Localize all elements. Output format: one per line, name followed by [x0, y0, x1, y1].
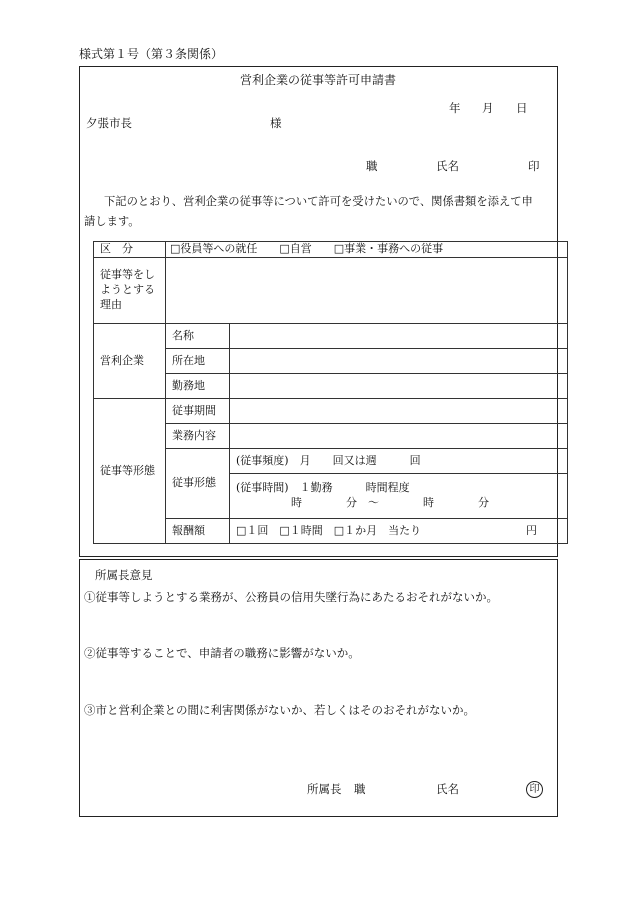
form-number: 様式第１号（第３条関係） [79, 47, 224, 61]
signature-head-label: 所属長 [307, 782, 342, 796]
form-title: 営利企業の従事等許可申請書 [240, 73, 397, 87]
pay-field[interactable] [230, 519, 568, 544]
engagement-label: 従事等形態 [94, 399, 166, 544]
addressee-honorific: 様 [270, 116, 282, 130]
reason-field[interactable] [166, 258, 568, 324]
pay-unit: 円 [526, 523, 537, 537]
applicant-name-label: 氏名 [436, 159, 459, 173]
period-label: 従事期間 [166, 399, 230, 424]
date-month-label: 月 [482, 101, 494, 115]
company-name-label: 名称 [166, 324, 230, 349]
form-type-label: 従事形態 [166, 449, 230, 519]
opinion-item-1: ①従事等しようとする業務が、公務員の信用失墜行為にあたるおそれがないか。 [84, 590, 498, 604]
content-label: 業務内容 [166, 424, 230, 449]
applicant-position-label: 職 [366, 159, 378, 173]
company-workplace-label: 勤務地 [166, 374, 230, 399]
frequency-field[interactable]: (従事頻度) 月 回又は週 回 [230, 449, 568, 474]
category-label: 区 分 [94, 242, 166, 258]
opinion-item-2: ②従事等することで、申請者の職務に影響がないか。 [84, 646, 360, 660]
hours-field[interactable] [230, 474, 568, 519]
company-label: 営利企業 [94, 324, 166, 399]
statement-line-1: 下記のとおり、営利企業の従事等について許可を受けたいので、関係書類を添えて申 [104, 195, 533, 208]
reason-label-line-1: 従事等をし [100, 268, 155, 281]
applicant-seal-label: 印 [528, 159, 540, 173]
signature-name-label: 氏名 [436, 782, 459, 796]
opinion-heading: 所属長意見 [95, 568, 153, 582]
opinion-item-3: ③市と営利企業との間に利害関係がないか、若しくはそのおそれがないか。 [84, 703, 475, 717]
company-name-field[interactable] [230, 324, 568, 349]
reason-label [94, 258, 166, 324]
statement-line-2: 請します。 [84, 215, 140, 228]
reason-label-line-3: 理由 [100, 297, 122, 311]
period-field[interactable] [230, 399, 568, 424]
signature-seal-icon [526, 781, 543, 798]
date-day-label: 日 [516, 101, 528, 115]
category-options[interactable]: □役員等への就任 □自営 □事業・事務への従事 [166, 242, 568, 258]
hours-line-2: 時 分 ～ 時 分 [291, 496, 489, 509]
signature-seal-label: 印 [526, 781, 543, 798]
signature-position-label: 職 [354, 782, 366, 796]
hours-line-1: (従事時間) １勤務 時間程度 [236, 481, 410, 495]
addressee-name: 夕張市長 [86, 116, 132, 130]
content-field[interactable] [230, 424, 568, 449]
company-address-label: 所在地 [166, 349, 230, 374]
pay-label: 報酬額 [166, 519, 230, 544]
reason-label-line-2: ようとする [100, 282, 155, 296]
company-address-field[interactable] [230, 349, 568, 374]
date-year-label: 年 [449, 101, 461, 115]
company-workplace-field[interactable] [230, 374, 568, 399]
application-table [93, 241, 568, 544]
pay-options: □１回 □１時間 □１か月 当たり [236, 523, 422, 537]
